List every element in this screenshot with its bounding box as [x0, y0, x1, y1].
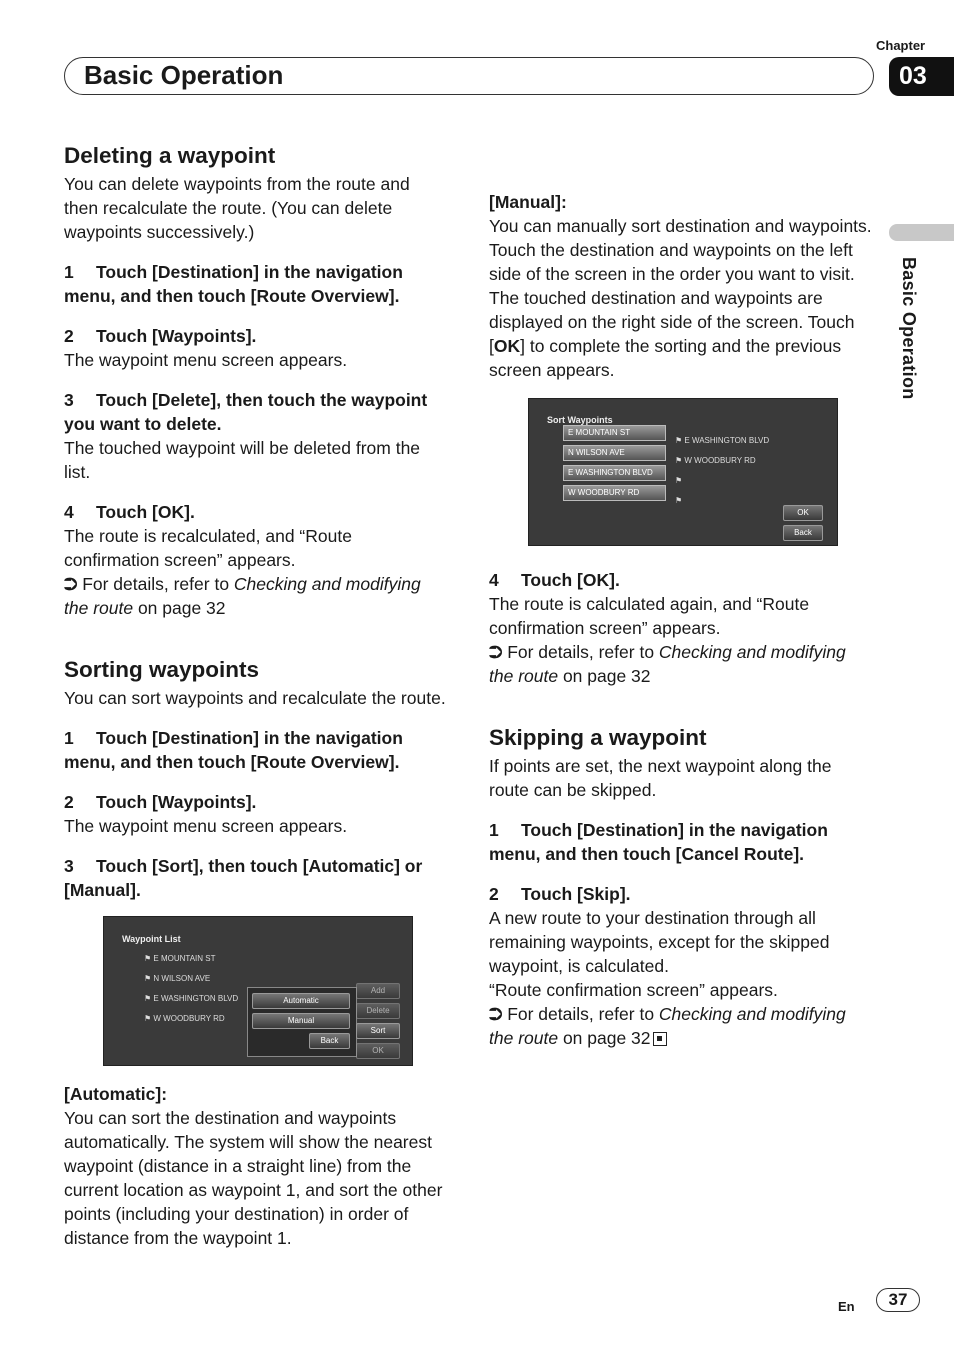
sorting-step-2: 2 Touch [Waypoints]. [64, 792, 257, 812]
sorting-step-1: 1 Touch [Destination] in the navigation menu, and then touch [Route Overview]. [64, 728, 403, 772]
delete-button[interactable]: Delete [356, 1003, 400, 1019]
automatic-label: [Automatic]: [64, 1084, 168, 1104]
deleting-step-2: 2 Touch [Waypoints]. [64, 326, 257, 346]
skipping-intro: If points are set, the next waypoint along the route can be skipped. [489, 756, 832, 800]
language-label: En [838, 1299, 855, 1314]
page-number: 37 [876, 1288, 920, 1312]
deleting-step-4: 4 Touch [OK]. [64, 502, 195, 522]
right-column [489, 142, 873, 1050]
back-button[interactable]: Back [309, 1033, 350, 1049]
sort-right-item: ⚑ W WOODBURY RD [675, 456, 756, 465]
list-item: ⚑ N WILSON AVE [144, 974, 211, 983]
sorting-reference: ⮊ For details, refer to Checking and modifying the route on page 32 [489, 642, 846, 686]
sorting-step-4-desc: The route is calculated again, and “Route confirmation screen” appears. [489, 594, 810, 638]
reference-arrow-icon: ⮊ [489, 642, 503, 662]
deleting-step-3: 3 Touch [Delete], then touch the waypoint you want to delete. [64, 390, 428, 434]
reference-arrow-icon: ⮊ [64, 574, 78, 594]
manual-description: You can manually sort destination and waypoints. Touch the destination and waypoints on the left side of the screen in the order you want to visit. The touched destination and waypoints are displayed on the right side of the screen. Touch [OK] to complete the sorting and the previous screen appears. [489, 216, 872, 380]
skipping-step-2-desc2: “Route confirmation screen” appears. [489, 980, 778, 1000]
deleting-reference: ⮊ For details, refer to Checking and modifying the route on page 32 [64, 574, 421, 618]
screen-title: Waypoint List [122, 934, 181, 944]
deleting-heading: Deleting a waypoint [64, 143, 276, 168]
automatic-description: You can sort the destination and waypoints automatically. The system will show the nearest waypoint (distance in a straight line) from the current location as waypoint 1, and sort the other points (including your destination) in order of distance from the waypoint 1. [64, 1108, 443, 1248]
side-tab-label: Basic Operation [899, 257, 919, 400]
list-item: ⚑ W WOODBURY RD [144, 1014, 225, 1023]
end-of-section-icon [653, 1032, 667, 1046]
deleting-step-1: 1 Touch [Destination] in the navigation menu, and then touch [Route Overview]. [64, 262, 403, 306]
screen-title: Sort Waypoints [547, 415, 613, 425]
skipping-step-1: 1 Touch [Destination] in the navigation menu, and then touch [Cancel Route]. [489, 820, 828, 864]
ok-button[interactable]: OK [356, 1043, 400, 1059]
deleting-step-3-desc: The touched waypoint will be deleted from the list. [64, 438, 421, 482]
skipping-step-2: 2 Touch [Skip]. [489, 884, 631, 904]
chapter-number-badge: 03 [889, 57, 954, 96]
sorting-step-2-desc: The waypoint menu screen appears. [64, 816, 348, 836]
skipping-heading: Skipping a waypoint [489, 725, 707, 750]
skipping-reference: ⮊ For details, refer to Checking and modifying the route on page 32 [489, 1004, 846, 1048]
flag-icon: ⚑ [675, 496, 683, 505]
sorting-intro: You can sort waypoints and recalculate the route. [64, 688, 446, 708]
sort-left-item[interactable]: N WILSON AVE [563, 445, 666, 461]
back-button[interactable]: Back [783, 525, 823, 541]
sorting-step-4: 4 Touch [OK]. [489, 570, 620, 590]
list-item: ⚑ E WASHINGTON BLVD [144, 994, 239, 1003]
left-column [64, 140, 448, 1250]
sorting-heading: Sorting waypoints [64, 657, 260, 682]
sorting-step-3: 3 Touch [Sort], then touch [Automatic] or [Manual]. [64, 856, 423, 900]
sort-left-item[interactable]: W WOODBURY RD [563, 485, 666, 501]
side-tab-marker [889, 224, 954, 241]
sort-left-item[interactable]: E WASHINGTON BLVD [563, 465, 666, 481]
waypoint-list-screenshot [103, 916, 413, 1066]
flag-icon: ⚑ [675, 476, 683, 485]
list-item: ⚑ E MOUNTAIN ST [144, 954, 216, 963]
deleting-intro: You can delete waypoints from the route and then recalculate the route. (You can delete waypoints successively.) [64, 174, 410, 242]
sort-waypoints-screenshot [528, 398, 838, 546]
manual-button[interactable]: Manual [252, 1013, 350, 1029]
chapter-label: Chapter [876, 38, 926, 53]
sort-left-item[interactable]: E MOUNTAIN ST [563, 425, 666, 441]
automatic-button[interactable]: Automatic [252, 993, 350, 1009]
deleting-step-4-desc: The route is recalculated, and “Route confirmation screen” appears. [64, 526, 352, 570]
section-title: Basic Operation [84, 60, 284, 90]
skipping-step-2-desc: A new route to your destination through all remaining waypoints, except for the skipped waypoint, is calculated. [489, 908, 830, 976]
ok-button[interactable]: OK [783, 505, 823, 521]
sort-button[interactable]: Sort [356, 1023, 400, 1039]
add-button[interactable]: Add [356, 983, 400, 999]
manual-label: [Manual]: [489, 192, 567, 212]
sort-right-item: ⚑ E WASHINGTON BLVD [675, 436, 770, 445]
deleting-step-2-desc: The waypoint menu screen appears. [64, 350, 348, 370]
reference-arrow-icon: ⮊ [489, 1004, 503, 1024]
